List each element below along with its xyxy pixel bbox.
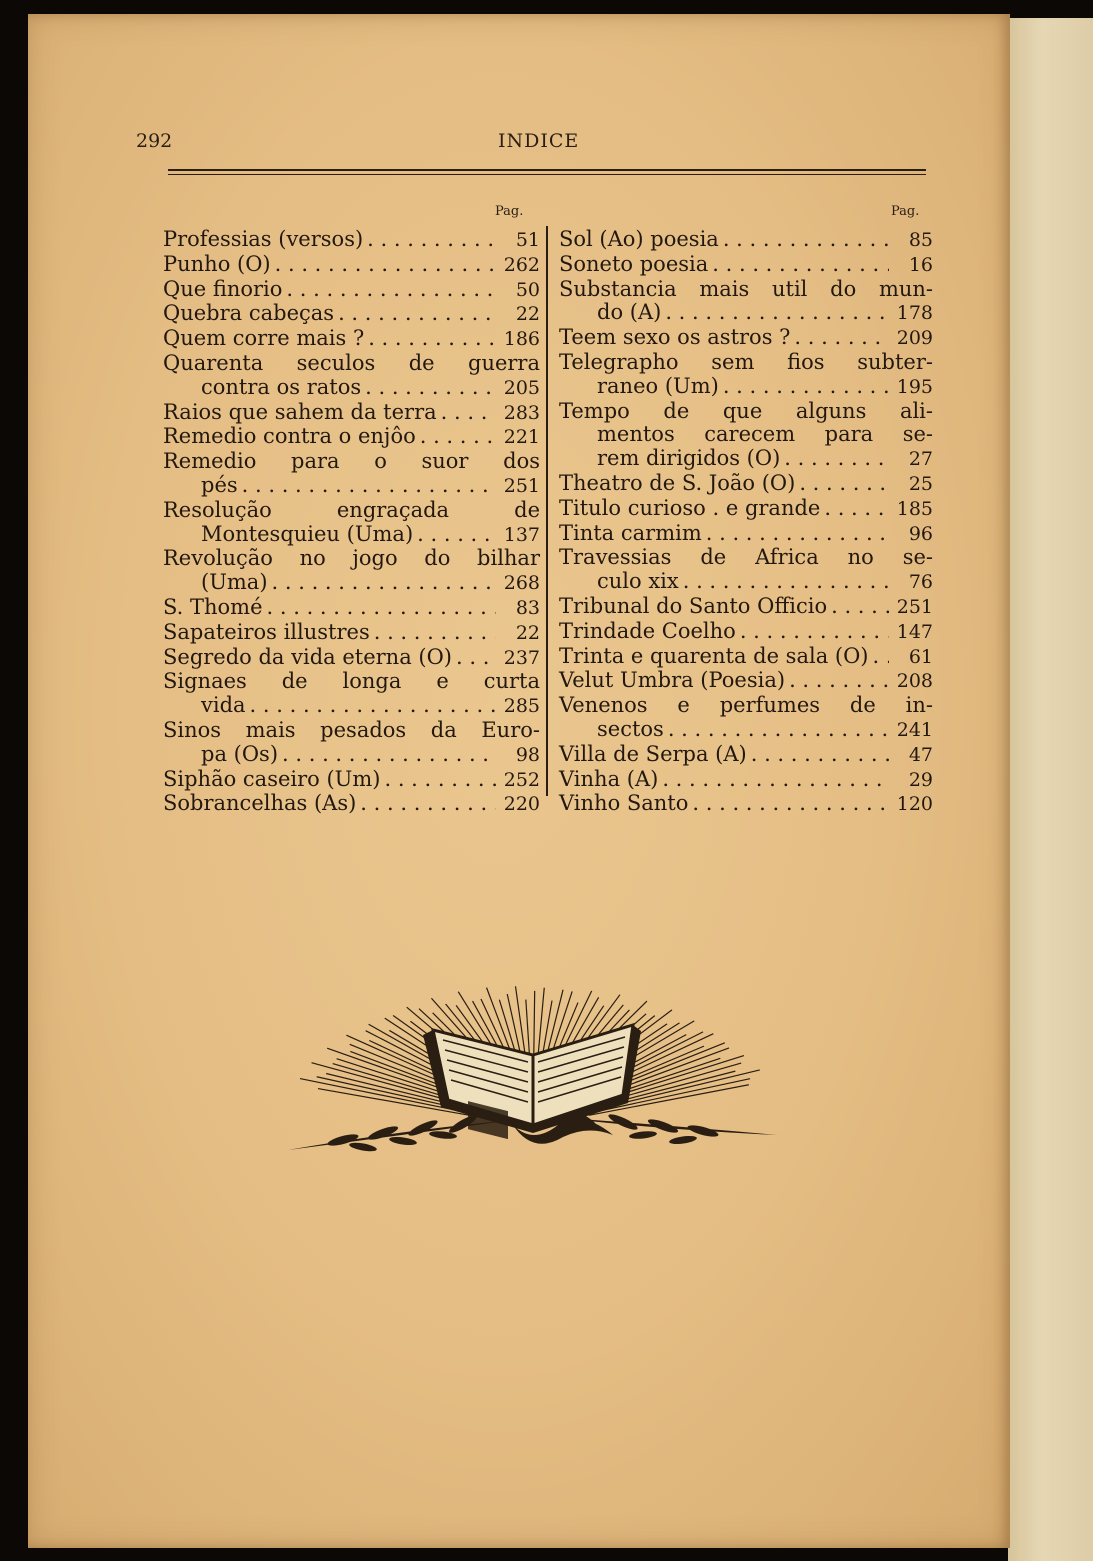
- dot-leader: [242, 474, 496, 498]
- entry-title: Resolução engraçada de: [163, 497, 540, 522]
- dot-leader: [873, 645, 890, 669]
- entry-title: Sol (Ao) poesia: [559, 227, 719, 251]
- dot-leader: [420, 425, 496, 449]
- right-index-entry: [559, 278, 933, 302]
- entry-title: Siphão caseiro (Um): [163, 766, 381, 791]
- right-index-entry: [559, 669, 933, 694]
- entry-page-number: 83: [515, 596, 540, 619]
- dot-leader: [751, 743, 889, 767]
- entry-page-number: 178: [896, 302, 933, 325]
- entry-title: Theatro de S. João (O): [559, 470, 796, 495]
- entry-title: raneo (Um): [597, 373, 719, 398]
- facing-page-edge: [1008, 18, 1093, 1561]
- right-index-entry: [559, 301, 933, 326]
- entry-page-number: 285: [503, 695, 540, 718]
- entry-title: culo xix: [597, 569, 679, 594]
- entry-page-number: 22: [515, 621, 540, 644]
- dot-leader: [668, 718, 889, 742]
- dot-leader: [665, 301, 889, 325]
- entry-page-number: 25: [908, 472, 933, 495]
- entry-page-number: 241: [896, 718, 933, 741]
- entry-title: do (A): [597, 300, 662, 325]
- right-index-entry: [559, 351, 933, 375]
- dot-leader: [250, 694, 496, 718]
- left-index-entry: [163, 278, 540, 303]
- left-index-entry: [163, 352, 540, 376]
- book-ornament: [283, 985, 783, 1160]
- entry-page-number: 98: [515, 743, 540, 766]
- entry-title: S. Thomé: [163, 594, 263, 619]
- entry-title: Que finorio: [163, 276, 283, 301]
- dot-leader: [784, 447, 889, 471]
- entry-title: Tinta carmim: [559, 520, 702, 545]
- entry-title: Montesquieu (Uma): [201, 521, 414, 546]
- dot-leader: [683, 570, 889, 594]
- entry-page-number: 251: [896, 595, 933, 618]
- dot-leader: [789, 669, 889, 693]
- entry-title: Segredo da vida eterna (O): [163, 644, 452, 669]
- left-index-entry: [163, 523, 540, 548]
- left-index-entry: [163, 474, 540, 499]
- right-index-entry: [559, 620, 933, 645]
- entry-page-number: 186: [503, 328, 540, 351]
- header-rule: [168, 169, 926, 171]
- entry-title: Signaes de longa e curta: [163, 669, 540, 694]
- dot-leader: [286, 278, 496, 302]
- entry-page-number: 16: [908, 253, 933, 276]
- entry-title: Raios que sahem da terra: [163, 399, 437, 424]
- dot-leader: [267, 596, 496, 620]
- entry-title: Remedio contra o enjôo: [163, 424, 416, 449]
- running-head-title: INDICE: [498, 130, 580, 152]
- right-index-entry: [559, 253, 933, 278]
- right-index-entry: [559, 522, 933, 547]
- left-index-entry: [163, 450, 540, 474]
- right-index-entry: [559, 423, 933, 447]
- dot-leader: [367, 228, 496, 252]
- right-index-entry: [559, 768, 933, 793]
- entry-page-number: 195: [896, 375, 933, 398]
- entry-page-number: 205: [503, 376, 540, 399]
- entry-title: Velut Umbra (Poesia): [559, 668, 786, 693]
- dot-leader: [338, 302, 496, 326]
- entry-page-number: 29: [908, 768, 933, 791]
- dot-leader: [723, 375, 889, 399]
- entry-page-number: 268: [503, 572, 540, 595]
- entry-title: Titulo curioso . e grande: [559, 495, 821, 520]
- right-pag-label: Pag.: [891, 204, 920, 219]
- left-index-entry: [163, 425, 540, 450]
- entry-page-number: 50: [515, 278, 540, 301]
- dot-leader: [365, 376, 496, 400]
- entry-title: Travessias de Africa no se-: [559, 545, 933, 570]
- entry-title: Soneto poesia: [559, 251, 709, 276]
- entry-page-number: 76: [908, 571, 933, 594]
- entry-title: Quarenta seculos de guerra: [163, 350, 540, 375]
- dot-leader: [831, 595, 889, 619]
- index-column-right: [559, 228, 933, 817]
- entry-page-number: 120: [896, 793, 933, 816]
- entry-title: Remedio para o suor dos: [163, 449, 540, 474]
- entry-title: Telegrapho sem fios subter-: [559, 349, 933, 374]
- left-index-entry: [163, 228, 540, 253]
- dot-leader: [723, 228, 889, 252]
- entry-page-number: 147: [896, 620, 933, 643]
- entry-page-number: 27: [908, 448, 933, 471]
- dot-leader: [824, 497, 889, 521]
- page-number: 292: [136, 130, 173, 152]
- entry-title: Sobrancelhas (As): [163, 791, 357, 816]
- entry-title: pa (Os): [201, 741, 279, 766]
- dot-leader: [441, 401, 496, 425]
- left-index-entry: [163, 401, 540, 426]
- entry-page-number: 96: [908, 522, 933, 545]
- dot-leader: [368, 327, 496, 351]
- entry-page-number: 283: [503, 401, 540, 424]
- entry-title: (Uma): [201, 570, 268, 595]
- left-index-entry: [163, 743, 540, 768]
- entry-page-number: 137: [503, 523, 540, 546]
- entry-page-number: 22: [515, 303, 540, 326]
- left-index-entry: [163, 253, 540, 278]
- right-index-entry: [559, 743, 933, 768]
- dot-leader: [740, 620, 889, 644]
- entry-title: Professias (versos): [163, 227, 364, 251]
- entry-page-number: 47: [908, 743, 933, 766]
- right-index-entry: [559, 228, 933, 253]
- left-index-entry: [163, 646, 540, 671]
- entry-title: rem dirigidos (O): [597, 446, 781, 471]
- left-index-entry: [163, 596, 540, 621]
- dot-leader: [692, 792, 889, 816]
- left-index-entry: [163, 792, 540, 817]
- dot-leader: [662, 768, 889, 792]
- left-index-entry: [163, 571, 540, 596]
- right-index-entry: [559, 645, 933, 670]
- entry-page-number: 185: [896, 497, 933, 520]
- left-index-entry: [163, 499, 540, 523]
- entry-page-number: 252: [503, 768, 540, 791]
- right-index-entry: [559, 694, 933, 718]
- entry-title: Sinos mais pesados da Euro-: [163, 717, 540, 742]
- entry-title: Quebra cabeças: [163, 301, 335, 326]
- right-index-entry: [559, 792, 933, 817]
- dot-leader: [712, 253, 889, 277]
- entry-page-number: 262: [503, 253, 540, 276]
- right-index-entry: [559, 570, 933, 595]
- right-index-entry: [559, 595, 933, 620]
- entry-title: Punho (O): [163, 251, 271, 276]
- dot-leader: [275, 253, 496, 277]
- entry-title: Substancia mais util do mun-: [559, 276, 933, 301]
- dot-leader: [706, 522, 889, 546]
- entry-title: Quem corre mais ?: [163, 326, 365, 351]
- right-index-entry: [559, 497, 933, 522]
- index-column-left: [163, 228, 540, 817]
- entry-title: vida: [201, 693, 246, 718]
- dot-leader: [360, 792, 496, 816]
- entry-title: Revolução no jogo do bilhar: [163, 546, 540, 571]
- left-index-entry: [163, 376, 540, 401]
- dot-leader: [272, 571, 496, 595]
- right-index-entry: [559, 447, 933, 472]
- entry-title: Tempo de que alguns ali-: [559, 398, 933, 423]
- entry-page-number: 61: [908, 645, 933, 668]
- entry-page-number: 221: [503, 426, 540, 449]
- right-index-entry: [559, 472, 933, 497]
- entry-page-number: 220: [503, 793, 540, 816]
- right-index-entry: [559, 326, 933, 351]
- dot-leader: [282, 743, 496, 767]
- left-index-entry: [163, 670, 540, 694]
- entry-title: Vinha (A): [559, 766, 659, 791]
- right-index-entry: [559, 375, 933, 400]
- entry-title: contra os ratos: [201, 374, 362, 399]
- column-divider: [546, 226, 548, 796]
- entry-title: Venenos e perfumes de in-: [559, 693, 933, 718]
- dot-leader: [384, 768, 496, 792]
- entry-title: Trindade Coelho: [559, 618, 736, 643]
- left-index-entry: [163, 768, 540, 793]
- entry-title: Teem sexo os astros ?: [559, 325, 791, 350]
- dot-leader: [417, 523, 496, 547]
- left-index-entry: [163, 621, 540, 646]
- entry-page-number: 51: [515, 229, 540, 251]
- entry-page-number: 237: [503, 646, 540, 669]
- right-index-entry: [559, 400, 933, 424]
- left-index-entry: [163, 547, 540, 571]
- entry-title: Villa de Serpa (A): [559, 741, 747, 766]
- entry-page-number: 208: [896, 670, 933, 693]
- entry-page-number: 251: [503, 474, 540, 497]
- right-index-entry: [559, 546, 933, 570]
- entry-page-number: 85: [908, 229, 933, 251]
- entry-title: sectos: [597, 716, 664, 741]
- dot-leader: [456, 646, 496, 670]
- dot-leader: [794, 326, 889, 350]
- left-index-entry: [163, 327, 540, 352]
- dot-leader: [374, 621, 496, 645]
- entry-title: mentos carecem para se-: [597, 422, 933, 447]
- dot-leader: [799, 472, 889, 496]
- left-index-entry: [163, 302, 540, 327]
- entry-title: Trinta e quarenta de sala (O): [559, 643, 869, 668]
- header-rule-thin: [168, 174, 926, 175]
- entry-title: Tribunal do Santo Officio: [559, 593, 828, 618]
- left-index-entry: [163, 694, 540, 719]
- entry-title: Sapateiros illustres: [163, 619, 370, 644]
- left-pag-label: Pag.: [495, 204, 524, 219]
- entry-title: Vinho Santo: [559, 791, 689, 816]
- left-index-entry: [163, 719, 540, 743]
- entry-title: pés: [201, 472, 238, 497]
- right-index-entry: [559, 718, 933, 743]
- entry-page-number: 209: [896, 327, 933, 350]
